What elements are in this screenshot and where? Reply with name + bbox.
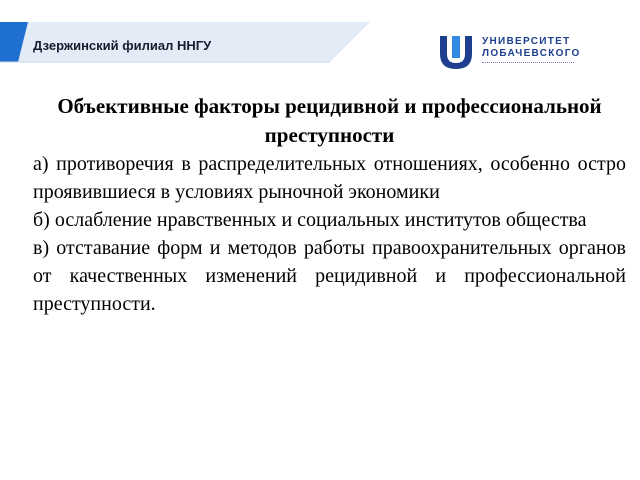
logo-subline <box>482 62 574 66</box>
point-a: а) противоречия в распределительных отношениях, особенно остро проявившиеся в условиях рыночной экономики <box>33 153 626 203</box>
slide-content <box>33 92 626 318</box>
unn-logo-icon <box>438 32 474 70</box>
branch-label: Дзержинский филиал ННГУ <box>33 38 212 53</box>
logo-text <box>482 36 581 60</box>
slide-title: Объективные факторы рецидивной и профессиональной преступности <box>57 94 602 147</box>
logo-line2: ЛОБАЧЕВСКОГО <box>482 48 581 59</box>
logo-line1: УНИВЕРСИТЕТ <box>482 36 571 47</box>
point-b: б) ослабление нравственных и социальных институтов общества <box>33 209 587 231</box>
point-c: в) отставание форм и методов работы правоохранительных органов от качественных изменений рецидивной и профессиональной преступности. <box>33 237 626 315</box>
university-logo <box>438 30 581 74</box>
